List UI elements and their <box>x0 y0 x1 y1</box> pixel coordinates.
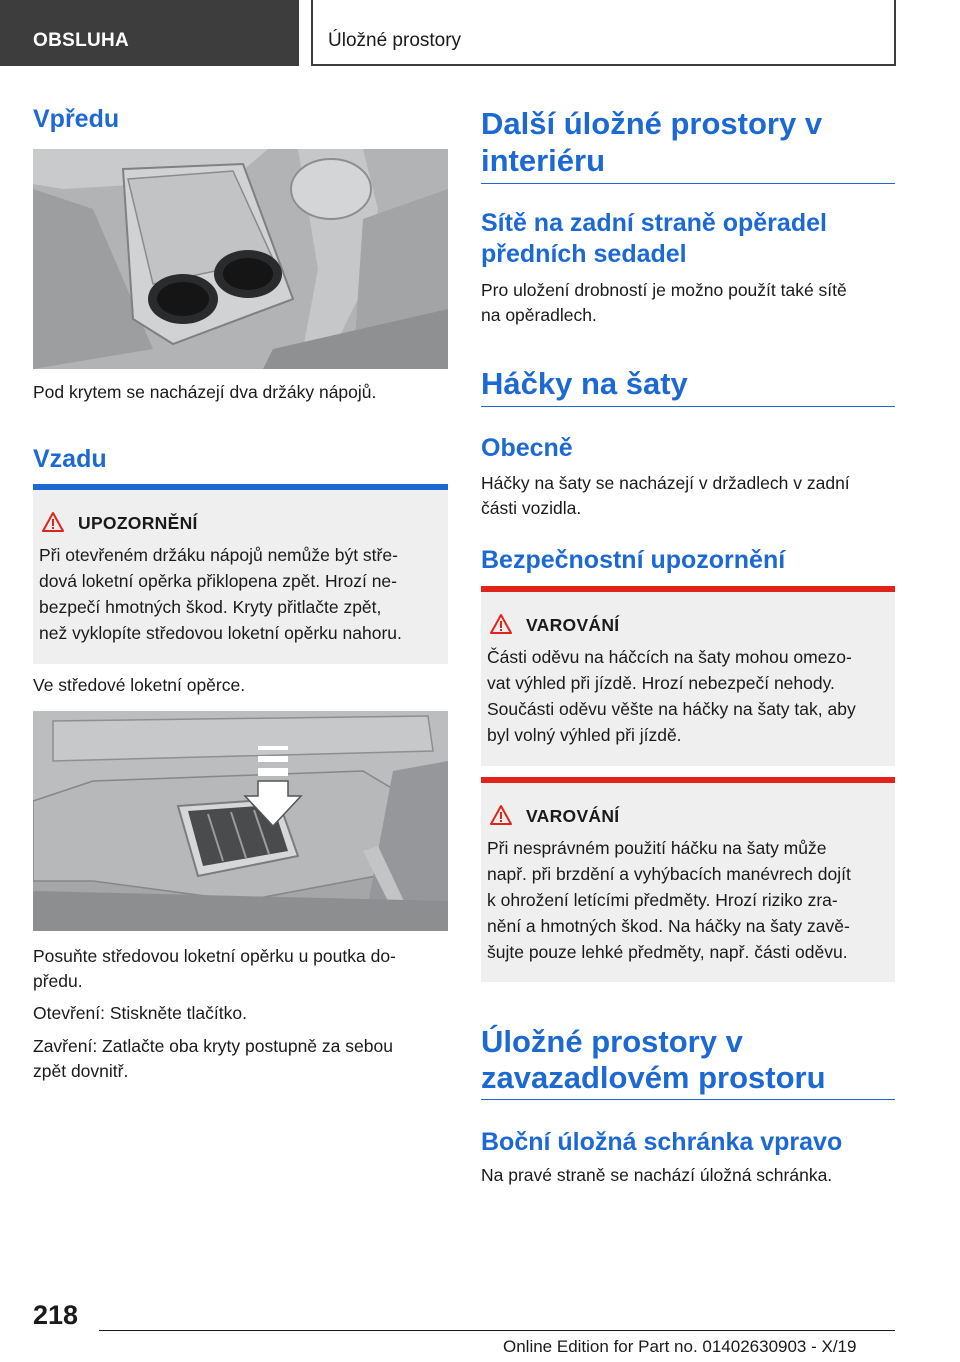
cupholder-illustration <box>33 149 448 369</box>
notice-line-1: Při otevřeném držáku nápojů nemůže být stře‐ <box>39 545 398 565</box>
hooks-heading: Háčky na šaty <box>481 366 688 401</box>
warning-bar-2 <box>481 777 895 783</box>
warning-bar-1 <box>481 586 895 592</box>
front-caption: Pod krytem se nacházejí dva držáky nápojů. <box>33 382 377 402</box>
nets-heading-line-1: Sítě na zadní straně opěradel <box>481 209 827 237</box>
warning-1-line-2: vat výhled při jízdě. Hrozí nebezpečí nehody. <box>487 673 835 693</box>
section-label: OBSLUHA <box>33 30 130 51</box>
warning-2-line-1: Při nesprávném použití háčku na šaty může <box>487 838 827 858</box>
interior-heading-line-1: Další úložné prostory v <box>481 106 823 141</box>
rear-heading: Vzadu <box>33 445 107 473</box>
nets-heading-line-2: předních sedadel <box>481 240 687 268</box>
step-2: Otevření: Stiskněte tlačítko. <box>33 1003 247 1023</box>
trunk-rule <box>481 1099 895 1100</box>
step-1-line-1: Posuňte středovou loketní opěrku u poutka do‐ <box>33 946 396 966</box>
warning-2-line-3: k ohrožení letícími předměty. Hrozí riziko zra‐ <box>487 890 838 910</box>
armrest-illustration <box>33 711 448 931</box>
warning-triangle-icon <box>489 613 513 635</box>
warning-2-line-5: šujte pouze lehké předměty, např. části oděvu. <box>487 942 848 962</box>
general-text-line-1: Háčky na šaty se nacházejí v držadlech v zadní <box>481 473 850 493</box>
rear-intro: Ve středové loketní opěrce. <box>33 675 246 695</box>
page-header <box>0 0 960 66</box>
page-number: 218 <box>33 1300 79 1330</box>
notice-line-4: než vyklopíte středovou loketní opěrku nahoru. <box>39 623 402 643</box>
step-3-line-2: zpět dovnitř. <box>33 1061 129 1081</box>
hooks-rule <box>481 406 895 407</box>
interior-rule <box>481 183 895 184</box>
side-text: Na pravé straně se nachází úložná schránka. <box>481 1165 833 1185</box>
edition-text: Online Edition for Part no. 01402630903 - X/19 <box>503 1337 857 1356</box>
warning-box-1 <box>481 586 895 766</box>
cupholder-photo <box>33 149 448 369</box>
warning-2-line-4: nění a hmotných škod. Na háčky na šaty zavě‐ <box>487 916 850 936</box>
warning-2-line-2: např. při brzdění a vyhýbacích manévrech dojít <box>487 864 851 884</box>
trunk-heading-line-2: zavazadlovém prostoru <box>481 1060 826 1095</box>
nets-text-line-2: na opěradlech. <box>481 305 597 325</box>
warning-box-2 <box>481 777 895 982</box>
general-heading: Obecně <box>481 434 573 462</box>
interior-heading-line-2: interiéru <box>481 143 606 178</box>
warning-1-line-3: Součásti oděvu věšte na háčky na šaty tak, aby <box>487 699 856 719</box>
nets-text-line-1: Pro uložení drobností je možno použít také sítě <box>481 280 847 300</box>
safety-heading: Bezpečnostní upozornění <box>481 546 786 574</box>
warning-1-title: VAROVÁNÍ <box>526 615 620 635</box>
notice-box <box>33 484 448 664</box>
notice-line-2: dová loketní opěrka přiklopena zpět. Hrozí ne‐ <box>39 571 397 591</box>
step-3-line-1: Zavření: Zatlačte oba kryty postupně za sebou <box>33 1036 393 1056</box>
notice-line-3: bezpečí hmotných škod. Kryty přitlačte zpět, <box>39 597 382 617</box>
warning-triangle-icon <box>489 804 513 826</box>
warning-triangle-icon <box>41 511 65 533</box>
chapter-title: Úložné prostory <box>328 30 462 51</box>
section-tab <box>0 0 299 66</box>
footer-rule <box>99 1330 895 1331</box>
armrest-photo <box>33 711 448 931</box>
step-1-line-2: předu. <box>33 971 83 991</box>
notice-bar <box>33 484 448 490</box>
warning-2-title: VAROVÁNÍ <box>526 806 620 826</box>
warning-1-line-1: Části oděvu na háčcích na šaty mohou omezo‐ <box>487 647 852 667</box>
notice-title: UPOZORNĚNÍ <box>78 513 198 533</box>
general-text-line-2: části vozidla. <box>481 498 582 518</box>
side-heading: Boční úložná schránka vpravo <box>481 1128 843 1156</box>
warning-1-line-4: byl volný výhled při jízdě. <box>487 725 682 745</box>
front-heading: Vpředu <box>33 105 120 133</box>
chapter-tab <box>311 0 896 66</box>
trunk-heading-line-1: Úložné prostory v <box>481 1024 743 1059</box>
